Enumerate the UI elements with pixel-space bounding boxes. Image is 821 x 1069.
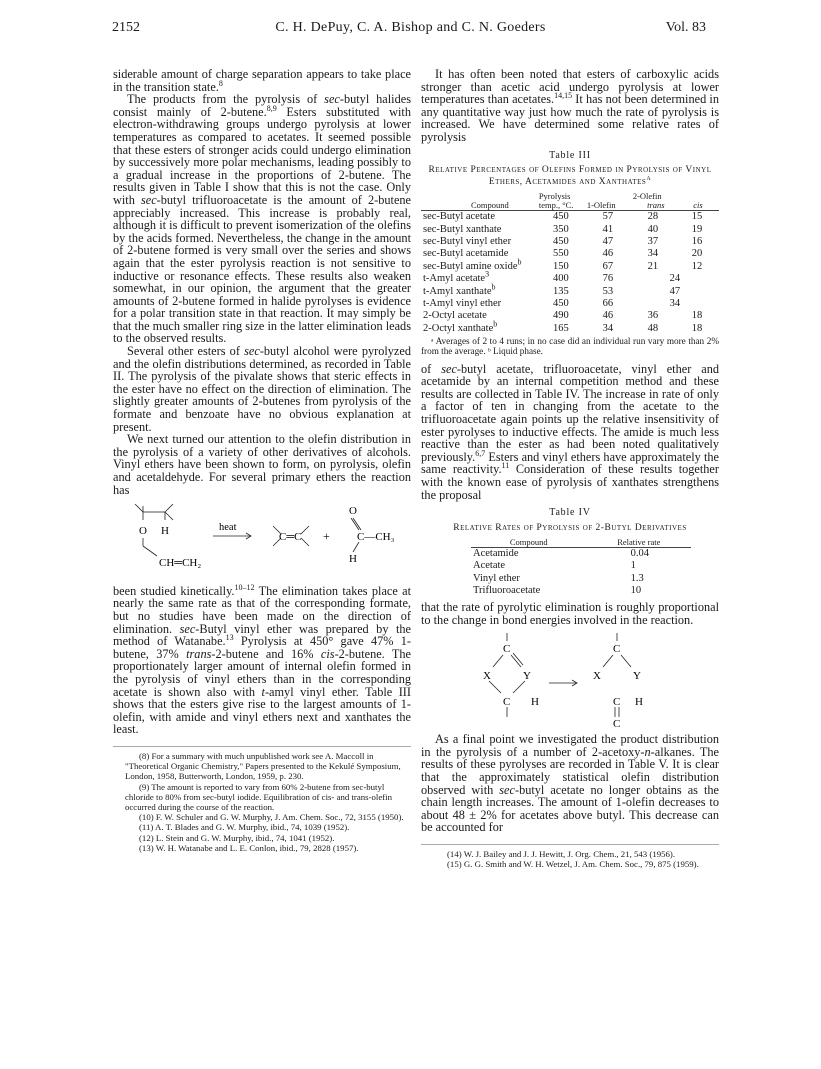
column-header: 1-Olefin: [586, 200, 616, 211]
olefin1-cell: 57: [602, 211, 614, 223]
plus-sign: +: [323, 529, 330, 544]
column-header: Compound: [509, 536, 548, 547]
olefin1-cell: 46: [602, 310, 614, 322]
vinyl-label: CH═CH₂: [159, 557, 202, 570]
table-row: [421, 286, 719, 298]
carbon-label: C: [613, 695, 621, 708]
compound-cell: t-Amyl xanthate$^b$: [423, 282, 496, 297]
running-title: C. H. DePuy, C. A. Bishop and C. N. Goeders: [275, 20, 546, 35]
olefin1-cell: 47: [602, 235, 614, 247]
carbon-label: C: [503, 642, 511, 655]
temp-cell: 490: [552, 310, 569, 322]
temp-cell: 450: [552, 235, 569, 247]
cis-cell: 15: [691, 211, 703, 223]
table-row: [421, 248, 719, 260]
compound-cell: Acetamide: [473, 547, 519, 559]
cis-cell: 16: [691, 235, 703, 247]
table-row: [471, 547, 691, 560]
y-label: Y: [633, 669, 641, 682]
compound-cell: sec-Butyl xanthate: [423, 223, 502, 235]
temp-cell: 350: [552, 223, 569, 235]
olefin1-cell: 46: [602, 248, 614, 260]
table-row: [421, 261, 719, 273]
carbonyl-oxygen-label: O: [349, 505, 357, 518]
paragraph: been studied kinetically.$^{10-12}$ The elimination takes place at nearly the same rate as that of the corresponding formate, but no studies have been made on the direction of elimination. sec-Butyl vinyl ether was prepared by the method of Watanabe.$^{13}$ Pyrolysis at 450° gave 47% 1-butene, 37% trans-2-butene and 16% cis-2-butene. The proportionately larger amount of internal olefin formed in the pyrolysis of vinyl ethers than in the corresponding acetate is shown also with t-amyl vinyl ether. Table III shows that the esters give rise to the largest amounts of 1-olefin, with amide and vinyl ethers next and xanthates the least.: [113, 582, 412, 737]
cis-cell: 18: [691, 310, 703, 322]
table-3-footnote: ᵃ Averages of 2 to 4 runs; in no case did an individual run vary more than 2% from the average. ᵇ Liquid phase.: [421, 336, 719, 357]
olefin2-combined-cell: 24: [669, 273, 681, 285]
temp-cell: 135: [552, 285, 569, 297]
olefin1-cell: 34: [602, 322, 614, 334]
olefin1-cell: 53: [602, 285, 614, 297]
temp-cell: 165: [552, 322, 569, 334]
table-row: [421, 298, 719, 310]
cis-cell: 12: [691, 260, 703, 272]
carbon-label: C: [503, 695, 511, 708]
rate-cell: 1.3: [630, 572, 644, 584]
compound-cell: sec-Butyl vinyl ether: [423, 235, 512, 247]
table-3-title: Relative Percentages of Olefins Formed in Pyrolysis of Vinyl Ethers, Acetamides and Xanthates$^a$: [428, 165, 712, 188]
table-row: [471, 560, 691, 572]
paragraph: Several other esters of sec-butyl alcohol were pyrolyzed and the olefin distributions determined, as recorded in Table II. The pyrolysis of the pivalate shows that steric effects in the ester have no effect on the direction of elimination. The slightly greater amounts of 2-butenes from pyrolysis of the formate and benzoate have no obvious explanation at present.: [113, 344, 411, 434]
footnote: (8) For a summary with much unpublished work see A. Maccoll in "Theoretical Organic Chemistry," Papers presented to the Kekulé Symposium, London, 1958, Butterworth, London, 1959, p. 230.: [125, 750, 401, 782]
cis-cell: 19: [691, 223, 703, 235]
table-row: [421, 310, 719, 322]
footnote: (11) A. T. Blades and G. W. Murphy, ibid., 74, 1039 (1952).: [139, 822, 350, 833]
trans-cell: 28: [647, 211, 659, 223]
table-row: [421, 236, 719, 248]
carbon-label: C: [613, 717, 621, 727]
temp-cell: 450: [552, 211, 569, 223]
paragraph: siderable amount of charge separation appears to take place in the transition state.$^8$: [113, 67, 411, 94]
column-header: Compound: [471, 200, 509, 211]
footnote: (12) L. Stein and G. W. Murphy, ibid., 74, 1041 (1952).: [139, 832, 335, 843]
footnotes: [421, 844, 719, 869]
table-row: [471, 585, 691, 597]
alkene-product: C═C: [279, 531, 302, 544]
hydrogen-label: H: [531, 695, 539, 708]
carbon-label: C: [613, 642, 621, 655]
x-label: X: [483, 669, 491, 682]
compound-cell: Acetate: [473, 560, 506, 572]
table-4-title: Relative Rates of Pyrolysis of 2-Butyl Derivatives: [453, 522, 687, 533]
table-3: [421, 192, 719, 335]
paragraph: It has often been noted that esters of carboxylic acids stronger than acetic acid undergo pyrolysis at lower temperatures than acetates.$^{14,15}$ It has not been determined in any quantitative way just how much the rate of pyrolysis is increased. We have determined some relative rates of pyrolysis: [421, 67, 719, 144]
compound-cell: sec-Butyl acetamide: [423, 248, 509, 260]
paragraph: The products from the pyrolysis of sec-butyl halides consist mainly of 2-butene.$^{8,9}$ Esters substituted with electron-withdrawing groups undergo pyrolysis at lower temperatures as compared to acetates. It seemed possible that these esters of stronger acids could undergo elimination by successively more polar mechanisms, leading possibly to a gradual increase in the proportions of 2-butene. The results given in Table I show that this is not the case. Only with sec-butyl trifluoroacetate is the amount of 2-butene appreciably increased. This increase is probably real, although it is difficult to prevent isomerization of the olefins by the acids formed. Nevertheless, the change in the amount of 2-butene formed is very small over the series and shows again that the ester pyrolysis reaction is not sensitive to inductive or resonance effects. These results also weaken somewhat, in our opinion, the argument that the greater amounts of 2-butene formed in halide pyrolyses is evidence for a polar transition state in that reaction. It may simply be that the much smaller ring size in the latter elimination leads to the observed results.: [113, 92, 412, 346]
footnote: (15) G. G. Smith and W. H. Wetzel, J. Am. Chem. Soc., 79, 875 (1959).: [447, 859, 699, 870]
olefin2-combined-cell: 34: [669, 298, 681, 309]
compound-cell: sec-Butyl acetate: [423, 211, 496, 223]
heat-label: heat: [219, 522, 237, 534]
compound-cell: Trifluoroacetate: [473, 584, 541, 596]
temp-cell: 150: [552, 260, 569, 272]
paragraph: We next turned our attention to the olefin distribution in the pyrolysis of a variety of other derivatives of alcohols. Vinyl ethers have been shown to form, on pyrolysis, olefin and acetaldehyde. For several primary ethers the reaction has: [113, 432, 411, 497]
compound-cell: sec-Butyl amine oxide$^b$: [423, 257, 522, 272]
trans-cell: 37: [647, 235, 659, 247]
footnote: (10) F. W. Schuler and G. W. Murphy, J. Am. Chem. Soc., 72, 3155 (1950).: [139, 812, 404, 823]
cyclic-transition-scheme: [421, 631, 719, 730]
table-row: [421, 211, 719, 224]
rate-cell: 1: [630, 560, 636, 572]
trans-cell: 40: [647, 223, 659, 235]
column-header: Pyrolysis temp., °C.: [538, 191, 574, 211]
rate-cell: 0.04: [630, 547, 649, 559]
table-row: [421, 224, 719, 236]
footnotes: [113, 746, 411, 853]
compound-cell: t-Amyl vinyl ether: [423, 298, 502, 309]
table-4-caption: Table IV: [549, 507, 591, 519]
y-label: Y: [523, 669, 531, 682]
running-header: [0, 20, 821, 42]
paragraph: of sec-butyl acetate, trifluoroacetate, vinyl ether and acetamide by an internal competition method and these results are collected in Table IV. The increase in rate of only a factor of ten in changing from the acetate to the trifluoroacetate again points up the relative insensitivity of ester pyrolyses to inductive effects. The amide is much less reactive than the ester as had been noted qualitatively previously.$^{6,7}$ Esters and vinyl ethers have approximately the same reactivity.$^{11}$ Consideration of these results together with the known ease of pyrolysis of xanthates strengthens the proposal: [421, 361, 719, 502]
footnote: (9) The amount is reported to vary from 60% 2-butene from sec-butyl chloride to 80% from sec-butyl iodide. Equilibration of cis- and trans-olefin occurred during the course of the reaction.: [125, 781, 393, 812]
volume-label: Vol. 83: [665, 20, 706, 35]
aldehyde-h-label: H: [349, 553, 357, 566]
olefin1-cell: 41: [602, 223, 614, 235]
temp-cell: 400: [552, 273, 569, 285]
trans-cell: 36: [647, 310, 659, 322]
rate-cell: 10: [630, 584, 642, 596]
vinyl-ether-pyrolysis-scheme: [113, 500, 411, 581]
column-header: Relative rate: [617, 536, 661, 547]
hydrogen-label: H: [635, 695, 643, 708]
trans-cell: 34: [647, 248, 659, 260]
acetaldehyde-label: C—CH₃: [357, 531, 395, 544]
right-column: [421, 68, 719, 869]
compound-cell: t-Amyl acetate$^3$: [423, 269, 490, 285]
column-header: 2-Olefin trans cis: [632, 191, 703, 211]
oxygen-label: O: [139, 525, 147, 538]
paragraph: As a final point we investigated the product distribution in the pyrolysis of a number of 2-acetoxy-n-alkanes. The results of these pyrolyses are recorded in Table V. It is clear that the approximately statistical olefin distribution observed with sec-butyl acetate no longer obtains as the chain length increases. The amount of 1-olefin decreases to about 48 ± 2% for acetates above butyl. This decrease can be accounted for: [421, 732, 719, 835]
olefin2-combined-cell: 47: [669, 285, 681, 297]
trans-cell: 48: [647, 322, 659, 334]
temp-cell: 450: [552, 298, 569, 309]
olefin1-cell: 66: [602, 298, 614, 309]
olefin1-cell: 76: [602, 273, 614, 285]
temp-cell: 550: [552, 248, 569, 260]
table-row: [421, 273, 719, 285]
left-column: [113, 68, 411, 853]
table-3-caption: Table III: [549, 149, 591, 161]
compound-cell: 2-Octyl xanthate$^b$: [423, 319, 498, 334]
cis-cell: 20: [691, 248, 703, 260]
page-number: 2152: [112, 20, 140, 35]
table-row: [421, 323, 719, 335]
paragraph: that the rate of pyrolytic elimination is roughly proportional to the change in bond energies involved in the reaction.: [421, 600, 719, 627]
compound-cell: 2-Octyl acetate: [423, 310, 487, 322]
olefin1-cell: 67: [602, 260, 614, 272]
compound-cell: Vinyl ether: [473, 572, 520, 584]
footnote: (13) W. H. Watanabe and L. E. Conlon, ibid., 79, 2828 (1957).: [139, 842, 359, 853]
footnote: (14) W. J. Bailey and J. J. Hewitt, J. Org. Chem., 21, 543 (1956).: [447, 848, 676, 859]
table-4: [471, 538, 691, 598]
trans-cell: 21: [647, 260, 659, 272]
table-row: [471, 573, 691, 585]
cis-cell: 18: [691, 322, 703, 334]
hydrogen-label: H: [161, 525, 169, 538]
x-label: X: [593, 669, 601, 682]
